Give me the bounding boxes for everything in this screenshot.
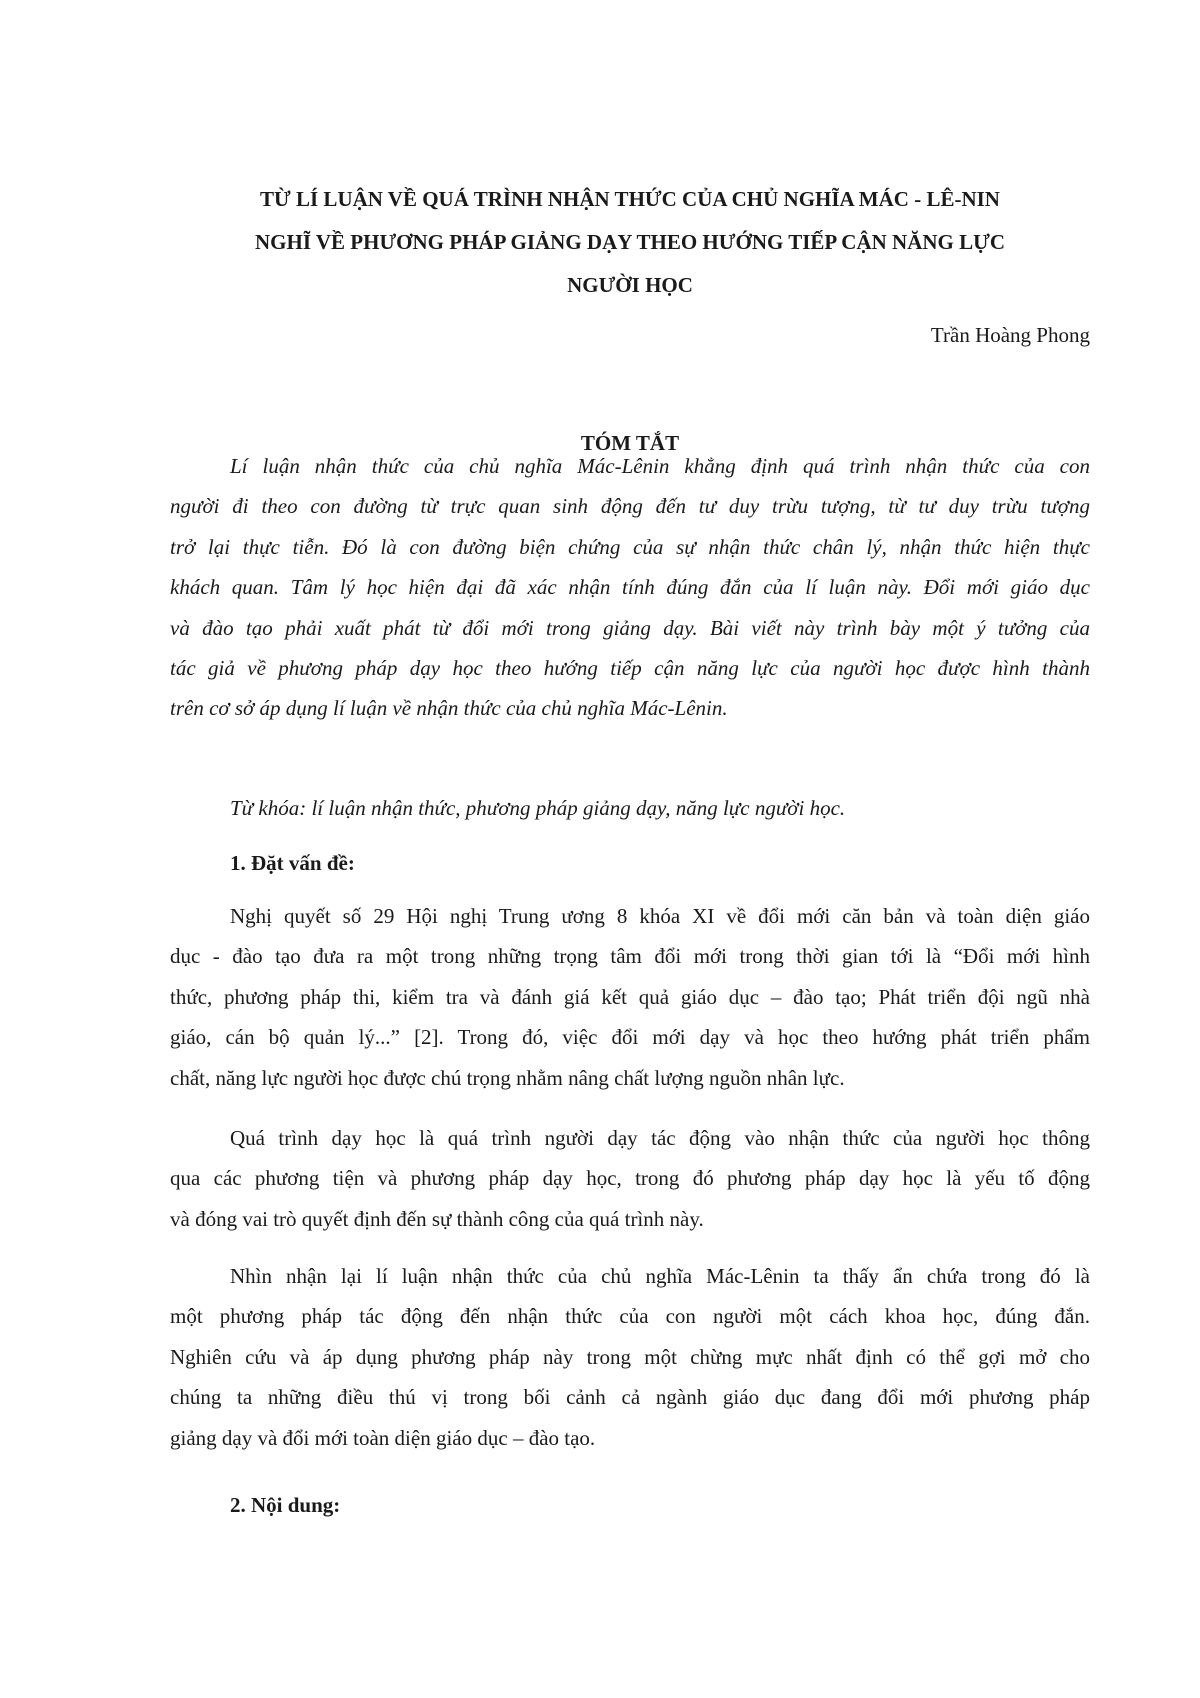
abstract-line: trở lại thực tiễn. Đó là con đường biện chứng của sự nhận thức chân lý, nhận thức hiện thực — [170, 534, 1090, 559]
paragraph-line: qua các phương tiện và phương pháp dạy học, trong đó phương pháp dạy học là yếu tố động — [170, 1166, 1090, 1191]
abstract-body — [170, 446, 1090, 729]
abstract-line: người đi theo con đường từ trực quan sinh động đến tư duy trừu tượng, từ tư duy trừu tượng — [170, 494, 1090, 519]
paragraph-line: giảng dạy và đổi mới toàn diện giáo dục – đào tạo. — [170, 1425, 596, 1450]
section-1-paragraph — [170, 1118, 1090, 1239]
abstract-heading: TÓM TẮT — [580, 431, 680, 455]
section-1-heading: 1. Đặt vấn đề: — [230, 851, 355, 875]
abstract-line: khách quan. Tâm lý học hiện đại đã xác nhận tính đúng đắn của lí luận này. Đổi mới giáo dục — [170, 575, 1090, 600]
document-title — [150, 178, 1110, 307]
section-1-paragraph — [170, 896, 1090, 1098]
paragraph-line: dục - đào tạo đưa ra một trong những trọng tâm đổi mới trong thời gian tới là “Đổi mới hình — [170, 944, 1090, 969]
keywords-text: Từ khóa: lí luận nhận thức, phương pháp giảng dạy, năng lực người học. — [230, 796, 846, 820]
paragraph-line: giáo, cán bộ quản lý...” [2]. Trong đó, việc đổi mới dạy và học theo hướng phát triển phẩm — [170, 1025, 1090, 1050]
title-line: NGƯỜI HỌC — [567, 273, 693, 297]
paragraph-line: một phương pháp tác động đến nhận thức của con người một cách khoa học, đúng đắn. — [170, 1304, 1090, 1329]
paragraph-line: Nghị quyết số 29 Hội nghị Trung ương 8 khóa XI về đổi mới căn bản và toàn diện giáo — [230, 904, 1090, 928]
section-2-heading: 2. Nội dung: — [230, 1493, 341, 1517]
paragraph-line: Nghiên cứu và áp dụng phương pháp này trong một chừng mực nhất định có thể gợi mở cho — [170, 1344, 1090, 1369]
paragraph-line: Quá trình dạy học là quá trình người dạy tác động vào nhận thức của người học thông — [230, 1126, 1090, 1150]
paragraph-line: chất, năng lực người học được chú trọng nhằm nâng chất lượng nguồn nhân lực. — [170, 1065, 845, 1090]
paragraph-line: chúng ta những điều thú vị trong bối cảnh cả ngành giáo dục đang đổi mới phương pháp — [170, 1385, 1090, 1410]
title-line: NGHĨ VỀ PHƯƠNG PHÁP GIẢNG DẠY THEO HƯỚNG TIẾP CẬN NĂNG LỰC — [254, 230, 1006, 254]
keywords — [170, 788, 1090, 828]
title-line: TỪ LÍ LUẬN VỀ QUÁ TRÌNH NHẬN THỨC CỦA CHỦ NGHĨA MÁC - LÊ-NIN — [260, 187, 1000, 211]
paragraph-line: Nhìn nhận lại lí luận nhận thức của chủ nghĩa Mác-Lênin ta thấy ẩn chứa trong đó là — [230, 1264, 1090, 1288]
author-name: Trần Hoàng Phong — [930, 323, 1090, 347]
abstract-line: Lí luận nhận thức của chủ nghĩa Mác-Lênin khẳng định quá trình nhận thức của con — [230, 454, 1090, 478]
abstract-line: và đào tạo phải xuất phát từ đổi mới trong giảng dạy. Bài viết này trình bày một ý tưởng của — [170, 615, 1090, 640]
section-1-paragraph — [170, 1256, 1090, 1458]
paragraph-line: và đóng vai trò quyết định đến sự thành công của quá trình này. — [170, 1206, 704, 1231]
abstract-line: tác giả về phương pháp dạy học theo hướng tiếp cận năng lực của người học được hình thành — [170, 656, 1090, 681]
abstract-line: trên cơ sở áp dụng lí luận về nhận thức của chủ nghĩa Mác-Lênin. — [170, 696, 728, 721]
paragraph-line: thức, phương pháp thi, kiểm tra và đánh giá kết quả giáo dục – đào tạo; Phát triển đội ngũ nhà — [170, 984, 1090, 1009]
